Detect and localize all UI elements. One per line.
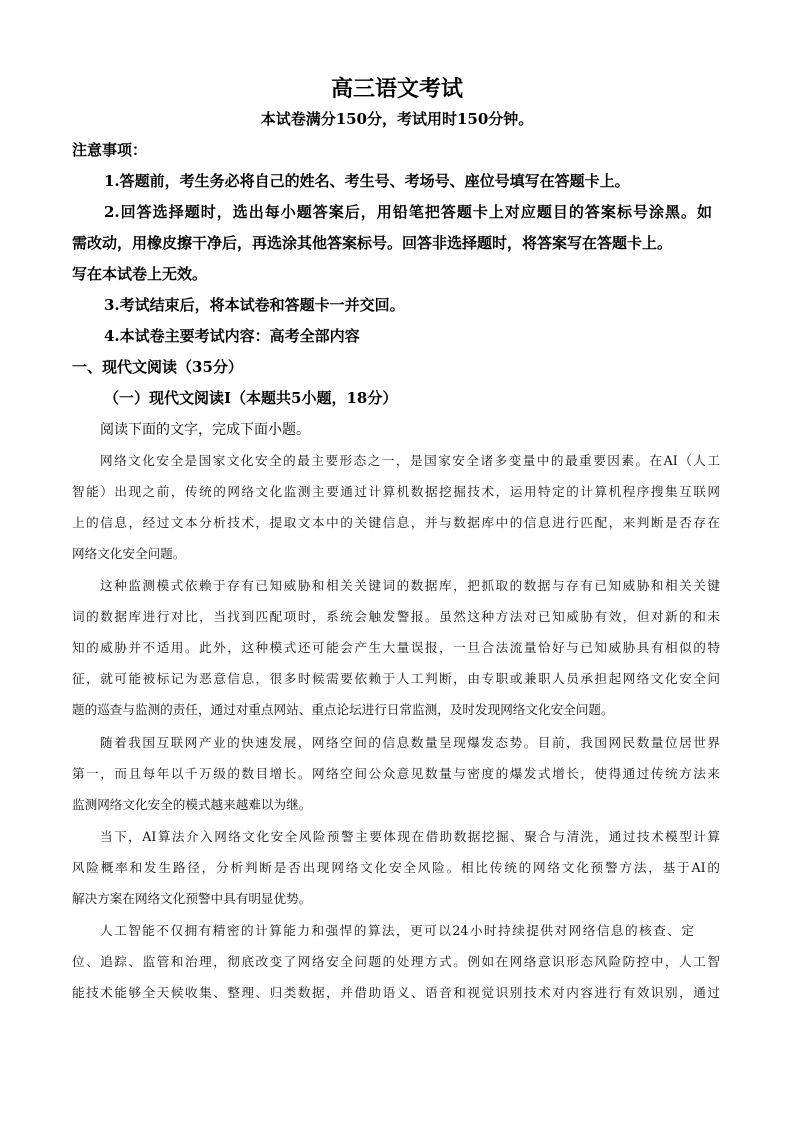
passage-line: 词的数据库进行对比，当找到匹配项时，系统会触发警报。虽然这种方法对已知威胁有效，但对新的和未 [72, 609, 720, 624]
passage-line: 这种监测模式依赖于存有已知威胁和相关关键词的数据库，把抓取的数据与存有已知威胁和相关关键 [100, 578, 720, 593]
notice-item-4: 4.本试卷主要考试内容：高考全部内容 [104, 327, 360, 345]
notice-item-1: 1.答题前，考生务必将自己的姓名、考生号、考场号、座位号填写在答题卡上。 [104, 172, 630, 190]
reading-instruction: 阅读下面的文字，完成下面小题。 [100, 422, 310, 438]
passage-line: 当下，AI算法介入网络文化安全风险预警主要体现在借助数据挖掘、聚合与清洗，通过技术模型计算 [100, 829, 720, 844]
passage-line: 人工智能不仅拥有精密的计算能力和强悍的算法，更可以24小时持续提供对网络信息的核查、定 [100, 923, 694, 938]
passage-line: 网络文化安全是国家文化安全的最主要形态之一，是国家安全诸多变量中的最重要因素。在AI（人工 [100, 453, 720, 468]
passage-line: 监测网络文化安全的模式越来越难以为继。 [72, 797, 312, 812]
passage-line: 第一，而且每年以千万级的数目增长。网络空间公众意见数量与密度的爆发式增长，使得通过传统方法来 [72, 766, 720, 781]
passage-line: 征，就可能被标记为恶意信息，很多时候需要依赖于人工判断，由专职或兼职人员承担起网络文化安全问 [72, 671, 720, 686]
passage-line: 位、追踪、监管和治理，彻底改变了网络安全问题的处理方式。例如在网络意识形态风险防控中，人工智 [72, 954, 720, 969]
passage-line: 风险概率和发生路径，分析判断是否出现网络文化安全风险。相比传统的网络文化预警方法，基于AI的 [72, 860, 720, 875]
notice-item-3: 3.考试结束后，将本试卷和答题卡一并交回。 [104, 296, 405, 314]
page-title: 高三语文考试 [330, 76, 463, 102]
notice-item-2-line-1: 2.回答选择题时，选出每小题答案后，用铅笔把答题卡上对应题目的答案标号涂黑。如 [104, 203, 712, 221]
passage-line: 解决方案在网络文化预警中具有明显优势。 [72, 891, 312, 906]
page-subtitle: 本试卷满分150分，考试用时150分钟。 [260, 110, 534, 128]
notice-heading: 注意事项： [72, 141, 148, 159]
notice-item-2-line-3: 写在本试卷上无效。 [72, 265, 208, 283]
passage-line: 题的巡查与监测的责任，通过对重点网站、重点论坛进行日常监测，及时发现网络文化安全问题。 [72, 702, 614, 717]
passage-line: 能技术能够全天候收集、整理、归类数据，并借助语义、语音和视觉识别技术对内容进行有效识别，通过 [72, 985, 720, 1000]
passage-line: 智能）出现之前，传统的网络文化监测主要通过计算机数据挖掘技术，运用特定的计算机程序搜集互联网 [72, 484, 720, 499]
passage-line: 随着我国互联网产业的快速发展，网络空间的信息数量呈现爆发态势。目前，我国网民数量位居世界 [100, 735, 720, 750]
section-heading: 一、现代文阅读（35分） [72, 358, 243, 376]
passage-line: 上的信息，经过文本分析技术，提取文本中的关键信息，并与数据库中的信息进行匹配，来判断是否存在 [72, 515, 720, 530]
passage-line: 网络文化安全问题。 [72, 546, 186, 561]
section-subheading: （一）现代文阅读Ⅰ（本题共5小题，18分） [104, 389, 398, 407]
notice-item-2-line-2: 需改动，用橡皮擦干净后，再选涂其他答案标号。回答非选择题时，将答案写在答题卡上。 [72, 234, 673, 252]
passage-line: 知的威胁并不适用。此外，这种模式还可能会产生大量误报，一旦合法流量恰好与已知威胁具有相似的特 [72, 640, 720, 655]
